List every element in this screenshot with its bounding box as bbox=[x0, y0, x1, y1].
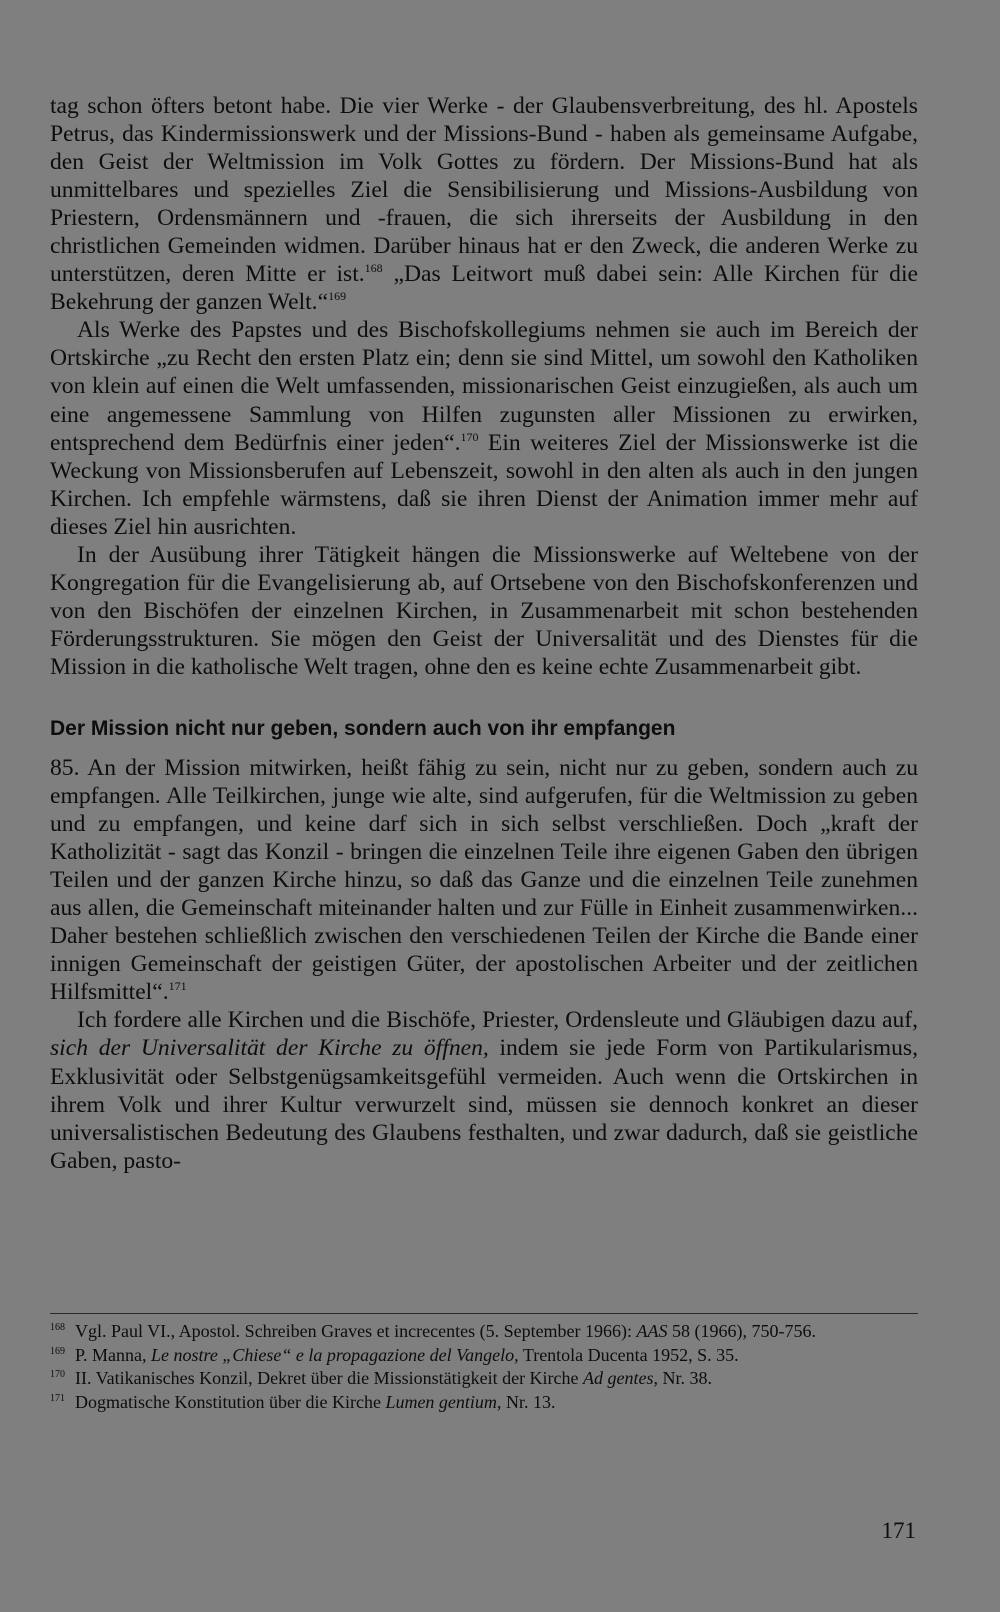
paragraph-text: Ich fordere alle Kirchen und die Bischöfe, Priester, Ordensleute und Gläubigen dazu auf, bbox=[77, 1007, 918, 1034]
paragraph bbox=[50, 316, 918, 540]
footnote-text: Nr. 38. bbox=[658, 1368, 713, 1388]
paragraph bbox=[50, 541, 918, 681]
paragraph-text: Als Werke des Papstes und des Bischofskollegiums nehmen sie auch im Bereich der Ortskirche „zu Recht den ersten Platz ein; denn sie sind Mittel, um sowohl den Katholiken von klein auf einen die Welt umfassenden, missionarischen Geist einzugießen, als auch um eine angemessene Sammlung von Hilfen zugunsten aller Missionen zu erwirken, entsprechend dem Bedürfnis einer jeden“. bbox=[50, 317, 918, 456]
footnote-reference[interactable]: 169 bbox=[328, 289, 347, 304]
footnote-number: 171 bbox=[50, 1392, 65, 1404]
footnote-number: 168 bbox=[50, 1322, 65, 1333]
footnote-text: 58 (1966), 750-756. bbox=[667, 1321, 817, 1341]
footnote-italic: Le nostre „Chiese“ e la propagazione del Vangelo, bbox=[151, 1344, 519, 1365]
emphasized-text: sich der Universalität der Kirche zu öffnen, bbox=[50, 1035, 489, 1062]
footnote-reference[interactable]: 168 bbox=[364, 261, 383, 276]
paragraph-text: „Das Leitwort muß dabei sein: Alle Kirchen für die Bekehrung der ganzen Welt.“ bbox=[50, 261, 918, 316]
paragraph-text: 85. An der Mission mitwirken, heißt fähig zu sein, nicht nur zu geben, sondern auch zu empfangen. Alle Teilkirchen, junge wie alte, sind aufgerufen, für die Weltmission zu geben und zu empfangen, und keine darf sich in sich selbst verschließen. Doch „kraft der Katholizität - sagt das Konzil - bringen die einzelnen Teile ihre eigenen Gaben den übrigen Teilen und der ganzen Kirche hinzu, so daß das Ganze und die einzelnen Teile zunehmen aus allen, die Gemeinschaft miteinander halten und zur Fülle in Einheit zusammenwirken... Daher bestehen schließlich zwischen den verschiedenen Teilen der Kirche die Bande einer innigen Gemeinschaft der geistigen Güter, der apostolischen Arbeiter und der zeitlichen Hilfsmittel“. bbox=[50, 754, 918, 1006]
footnote-reference[interactable]: 170 bbox=[460, 429, 479, 444]
paragraph bbox=[50, 92, 918, 316]
footnote-text: Vgl. Paul VI., Apostol. Schreiben Graves et increcentes (5. September 1966): bbox=[75, 1321, 637, 1341]
paragraph-text: tag schon öfters betont habe. Die vier Werke - der Glaubensverbreitung, des hl. Apostels Petrus, das Kindermissionswerk und der Missions-Bund - haben als gemeinsame Aufgabe, den Geist der Weltmission im Volk Gottes zu fördern. Der Missions-Bund hat als unmittelbares und spezielles Ziel die Sensibilisierung und Missions-Ausbildung von Priestern, Ordensmännern und -frauen, die sich ihrerseits der Ausbildung in den christlichen Gemeinden widmen. Darüber hinaus hat er den Zweck, die anderen Werke zu unterstützen, deren Mitte er ist. bbox=[50, 93, 918, 288]
paragraph bbox=[50, 754, 918, 1006]
page-body bbox=[50, 92, 918, 1175]
section-heading: Der Mission nicht nur geben, sondern auch von ihr empfangen bbox=[50, 716, 676, 740]
footnote-number: 170 bbox=[50, 1369, 65, 1380]
paragraph-text: indem sie jede Form von Partikularismus, Exklusivität oder Selbstgenügsamkeitsgefühl vermeiden. Auch wenn die Ortskirchen in ihrem Volk und ihrer Kultur verwurzelt sind, müssen sie dennoch konkret an dieser universalistischen Bedeutung des Glaubens festhalten, und zwar dadurch, daß sie geistliche Gaben, pasto- bbox=[50, 1035, 918, 1174]
footnote-italic: AAS bbox=[636, 1321, 668, 1341]
footnote bbox=[50, 1367, 918, 1391]
footnote-text: Trentola Ducenta 1952, S. 35. bbox=[518, 1344, 739, 1365]
footnotes bbox=[50, 1313, 918, 1414]
footnote-text: Dogmatische Konstitution über die Kirche bbox=[75, 1391, 386, 1412]
footnote-reference[interactable]: 171 bbox=[168, 979, 187, 994]
footnote-italic: Lumen gentium, bbox=[385, 1391, 502, 1412]
footnote-italic: Ad gentes, bbox=[583, 1368, 659, 1388]
footnote bbox=[50, 1320, 918, 1344]
footnote-text: P. Manna, bbox=[75, 1344, 151, 1365]
paragraph bbox=[50, 1006, 918, 1174]
paragraph-text: Ein weiteres Ziel der Missionswerke ist die Weckung von Missionsberufen auf Lebenszeit, sowohl in den alten als auch in den jungen Kirchen. Ich empfehle wärmstens, daß sie ihren Dienst der Animation immer mehr auf dieses Ziel hin ausrichten. bbox=[50, 429, 918, 540]
page-number: 171 bbox=[881, 1518, 916, 1543]
footnote bbox=[50, 1344, 918, 1368]
paragraph-text: In der Ausübung ihrer Tätigkeit hängen die Missionswerke auf Weltebene von der Kongregation für die Evangelisierung ab, auf Ortsebene von den Bischofskonferenzen und von den Bischöfen der einzelnen Kirchen, in Zusammenarbeit mit schon bestehenden Förderungsstrukturen. Sie mögen den Geist der Universalität und des Dienstes für die Mission in die katholische Welt tragen, ohne den es keine echte Zusammenarbeit gibt. bbox=[50, 541, 918, 680]
footnote-text: II. Vatikanisches Konzil, Dekret über die Missionstätigkeit der Kirche bbox=[75, 1368, 584, 1388]
footnote-number: 169 bbox=[50, 1345, 65, 1357]
footnote bbox=[50, 1391, 918, 1415]
footnote-text: Nr. 13. bbox=[501, 1391, 556, 1412]
